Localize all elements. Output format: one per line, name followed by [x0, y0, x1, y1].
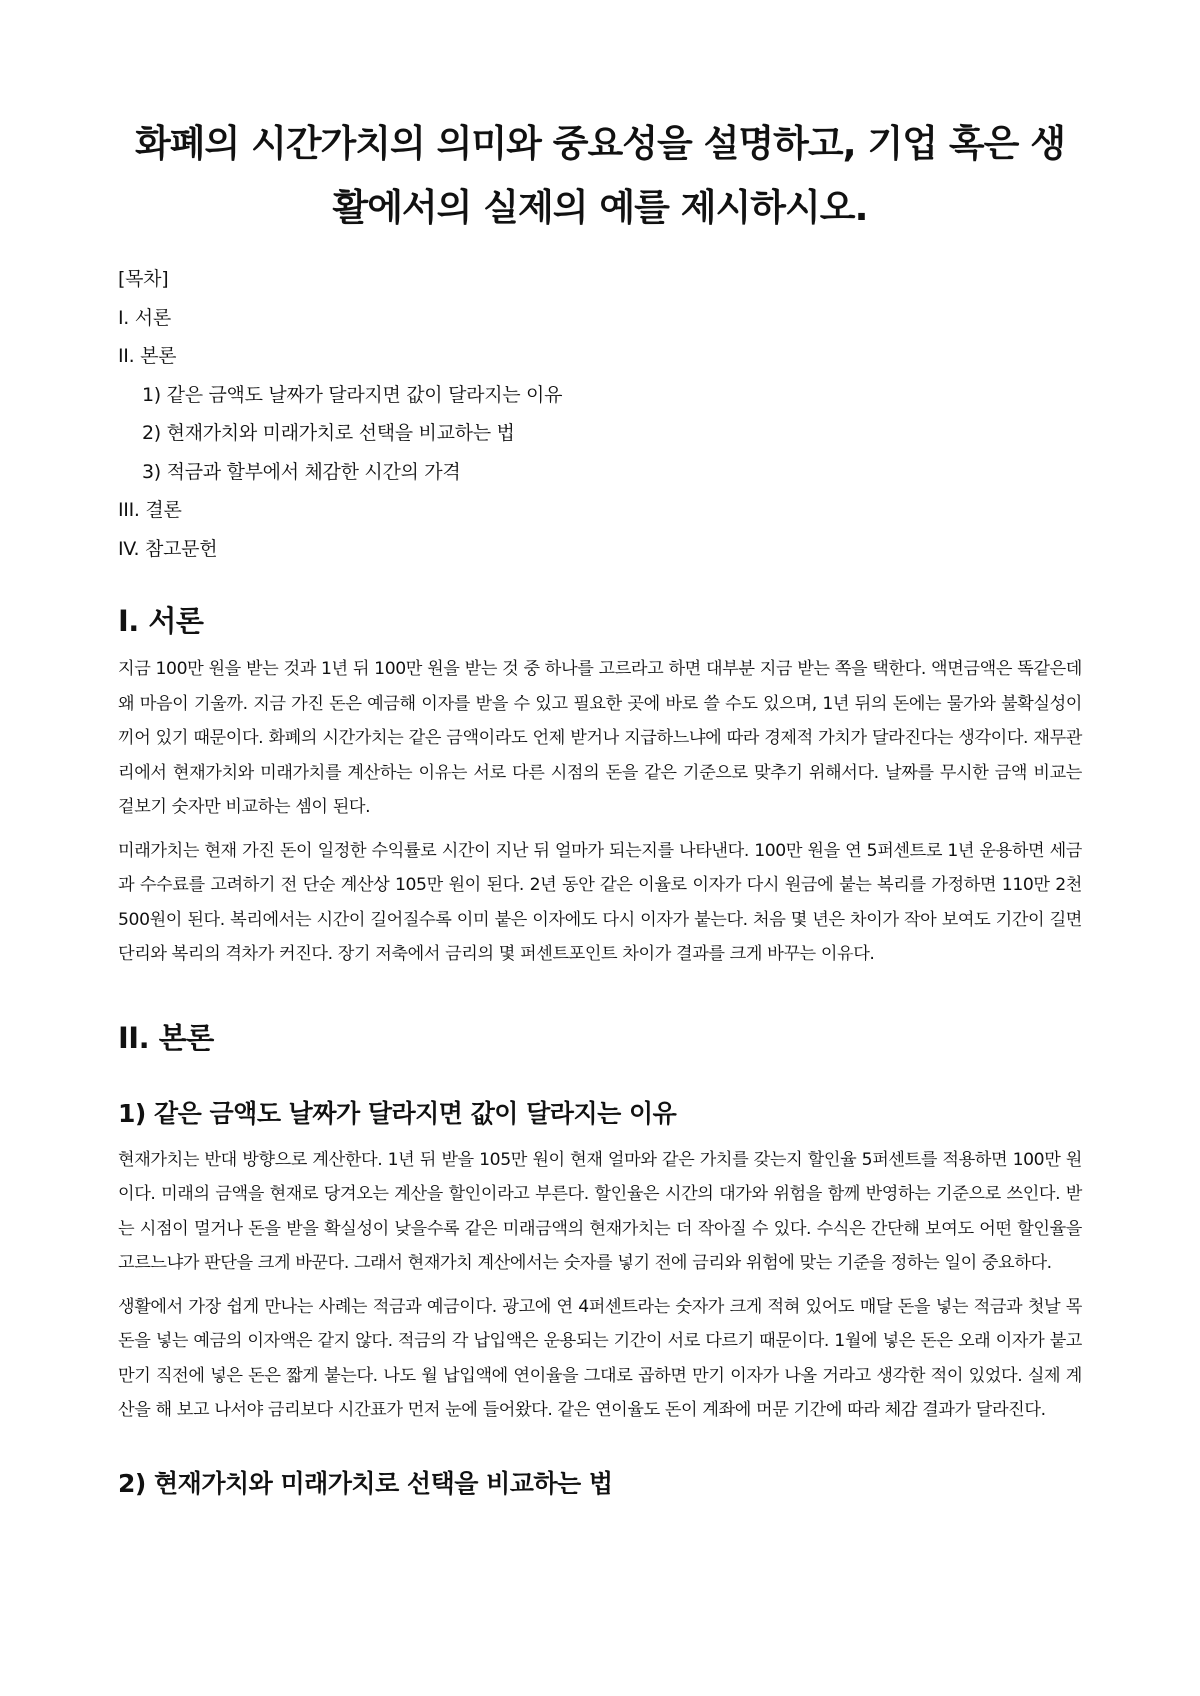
subsection-1-heading: 1) 같은 금액도 날짜가 달라지면 값이 달라지는 이유 [118, 1098, 677, 1128]
body-section [118, 1018, 1082, 1502]
intro-paragraph: 미래가치는 현재 가진 돈이 일정한 수익률로 시간이 지난 뒤 얼마가 되는지를 나타낸다. 100만 원을 연 5퍼센트로 1년 운용하면 세금과 수수료를 고려하기 전 단순 계산상 105만 원이 된다. 2년 동안 같은 이율로 이자가 다시 원금에 붙는 복리를 가정하면 110만 2천500원이 된다. 복리에서는 시간이 길어질수록 이미 붙은 이자에도 다시 이자가 붙는다. 처음 몇 년은 차이가 작아 보여도 기간이 길면 단리와 복리의 격차가 커진다. 장기 저축에서 금리의 몇 퍼센트포인트 차이가 결과를 크게 바꾸는 이유다. [118, 840, 1082, 964]
toc-item-body: II. 본론 [118, 345, 177, 367]
body-paragraph: 생활에서 가장 쉽게 만나는 사례는 적금과 예금이다. 광고에 연 4퍼센트라는 숫자가 크게 적혀 있어도 매달 돈을 넣는 적금과 첫날 목돈을 넣는 예금의 이자액은 같지 않다. 적금의 각 납입액은 운용되는 기간이 서로 다르기 때문이다. 1월에 넣은 돈은 오래 이자가 붙고 만기 직전에 넣은 돈은 짧게 붙는다. 나도 월 납입액에 연이율을 그대로 곱하면 만기 이자가 나올 거라고 생각한 적이 있었다. 실제 계산을 해 보고 나서야 금리보다 시간표가 먼저 눈에 들어왔다. 같은 연이율도 돈이 계좌에 머문 기간에 따라 체감 결과가 달라진다. [118, 1296, 1082, 1420]
body-heading: II. 본론 [118, 1020, 214, 1055]
toc-item-references: IV. 참고문헌 [118, 537, 218, 560]
toc-subitem-1: 1) 같은 금액도 날짜가 달라지면 값이 달라지는 이유 [142, 383, 563, 406]
toc-heading: [목차] [118, 268, 169, 290]
toc-subitem-2: 2) 현재가치와 미래가치로 선택을 비교하는 법 [142, 422, 515, 444]
toc-item-conclusion: III. 결론 [118, 499, 182, 521]
table-of-contents [118, 260, 1082, 568]
toc-item-intro: I. 서론 [118, 306, 171, 329]
intro-heading: I. 서론 [118, 604, 204, 638]
subsection-2-heading: 2) 현재가치와 미래가치로 선택을 비교하는 법 [118, 1468, 613, 1498]
intro-section [118, 601, 1082, 972]
intro-paragraph: 지금 100만 원을 받는 것과 1년 뒤 100만 원을 받는 것 중 하나를 고르라고 하면 대부분 지금 받는 쪽을 택한다. 액면금액은 똑같은데 왜 마음이 기울까. 지금 가진 돈은 예금해 이자를 받을 수 있고 필요한 곳에 바로 쓸 수도 있으며, 1년 뒤의 돈에는 물가와 불확실성이 끼어 있기 때문이다. 화폐의 시간가치는 같은 금액이라도 언제 받거나 지급하느냐에 따라 경제적 가치가 달라진다는 생각이다. 재무관리에서 현재가치와 미래가치를 계산하는 이유는 서로 다른 시점의 돈을 같은 기준으로 맞추기 위해서다. 날짜를 무시한 금액 비교는 겉보기 숫자만 비교하는 셈이 된다. [118, 659, 1082, 817]
page-title: 화폐의 시간가치의 의미와 중요성을 설명하고, 기업 혹은 생활에서의 실제의 예를 제시하시오. [134, 122, 1066, 229]
body-paragraph: 현재가치는 반대 방향으로 계산한다. 1년 뒤 받을 105만 원이 현재 얼마와 같은 가치를 갖는지 할인율 5퍼센트를 적용하면 100만 원이다. 미래의 금액을 현재로 당겨오는 계산을 할인이라고 부른다. 할인율은 시간의 대가와 위험을 함께 반영하는 기준으로 쓰인다. 받는 시점이 멀거나 돈을 받을 확실성이 낮을수록 같은 미래금액의 현재가치는 더 작아질 수 있다. 수식은 간단해 보여도 어떤 할인율을 고르느냐가 판단을 크게 바꾼다. 그래서 현재가치 계산에서는 숫자를 넣기 전에 금리와 위험에 맞는 기준을 정하는 일이 중요하다. [118, 1149, 1082, 1273]
toc-subitem-3: 3) 적금과 할부에서 체감한 시간의 가격 [142, 460, 461, 483]
